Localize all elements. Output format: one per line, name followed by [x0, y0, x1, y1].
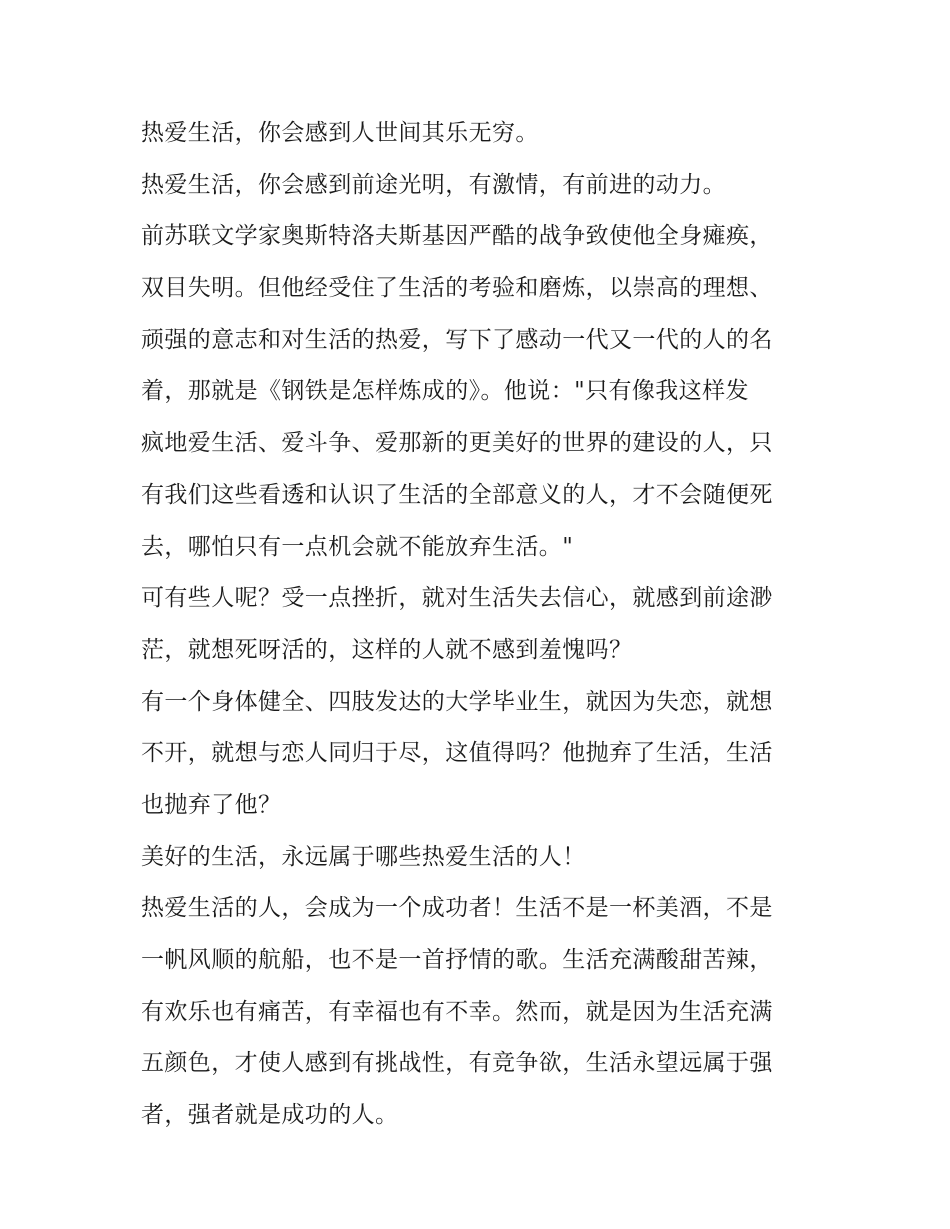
text-line: 去，哪怕只有一点机会就不能放弃生活。" — [141, 533, 574, 560]
text-line: 热爱生活，你会感到人世间其乐无穷。 — [141, 120, 539, 146]
text-line: 有一个身体健全、四肢发达的大学毕业生，就因为失恋，就想 — [141, 688, 773, 715]
text-line: 茫，就想死呀活的，这样的人就不感到羞愧吗？ — [141, 636, 633, 663]
text-line: 有欢乐也有痛苦，有幸福也有不幸。然而，就是因为生活充满 — [141, 998, 773, 1025]
text-line: 前苏联文学家奥斯特洛夫斯基因严酷的战争致使他全身瘫痪， — [141, 223, 773, 250]
text-line: 双目失明。但他经受住了生活的考验和磨炼，以崇高的理想、 — [141, 275, 773, 302]
text-line: 一帆风顺的航船，也不是一首抒情的歌。生活充满酸甜苦辣， — [141, 947, 773, 973]
text-line: 五颜色，才使人感到有挑战性，有竞争欲，生活永望远属于强 — [141, 1050, 773, 1077]
text-line: 也抛弃了他？ — [141, 791, 282, 818]
document-body — [141, 108, 821, 1142]
text-line: 热爱生活的人，会成为一个成功者！生活不是一杯美酒，不是 — [141, 895, 773, 922]
text-line: 疯地爱生活、爱斗争、爱那新的更美好的世界的建设的人，只 — [141, 430, 773, 457]
text-line: 者，强者就是成功的人。 — [141, 1102, 399, 1129]
text-line: 热爱生活，你会感到前途光明，有激情，有前进的动力。 — [141, 171, 726, 198]
text-line: 顽强的意志和对生活的热爱，写下了感动一代又一代的人的名 — [141, 326, 773, 353]
text-line: 可有些人呢？受一点挫折，就对生活失去信心，就感到前途渺 — [141, 585, 773, 612]
text-line: 着，那就是《钢铁是怎样炼成的》。他说："只有像我这样发 — [141, 378, 749, 405]
text-line: 有我们这些看透和认识了生活的全部意义的人，才不会随便死 — [141, 481, 773, 508]
text-line: 不开，就想与恋人同归于尽，这值得吗？他抛弃了生活，生活 — [141, 740, 773, 767]
text-line: 美好的生活，永远属于哪些热爱生活的人！ — [141, 843, 586, 870]
